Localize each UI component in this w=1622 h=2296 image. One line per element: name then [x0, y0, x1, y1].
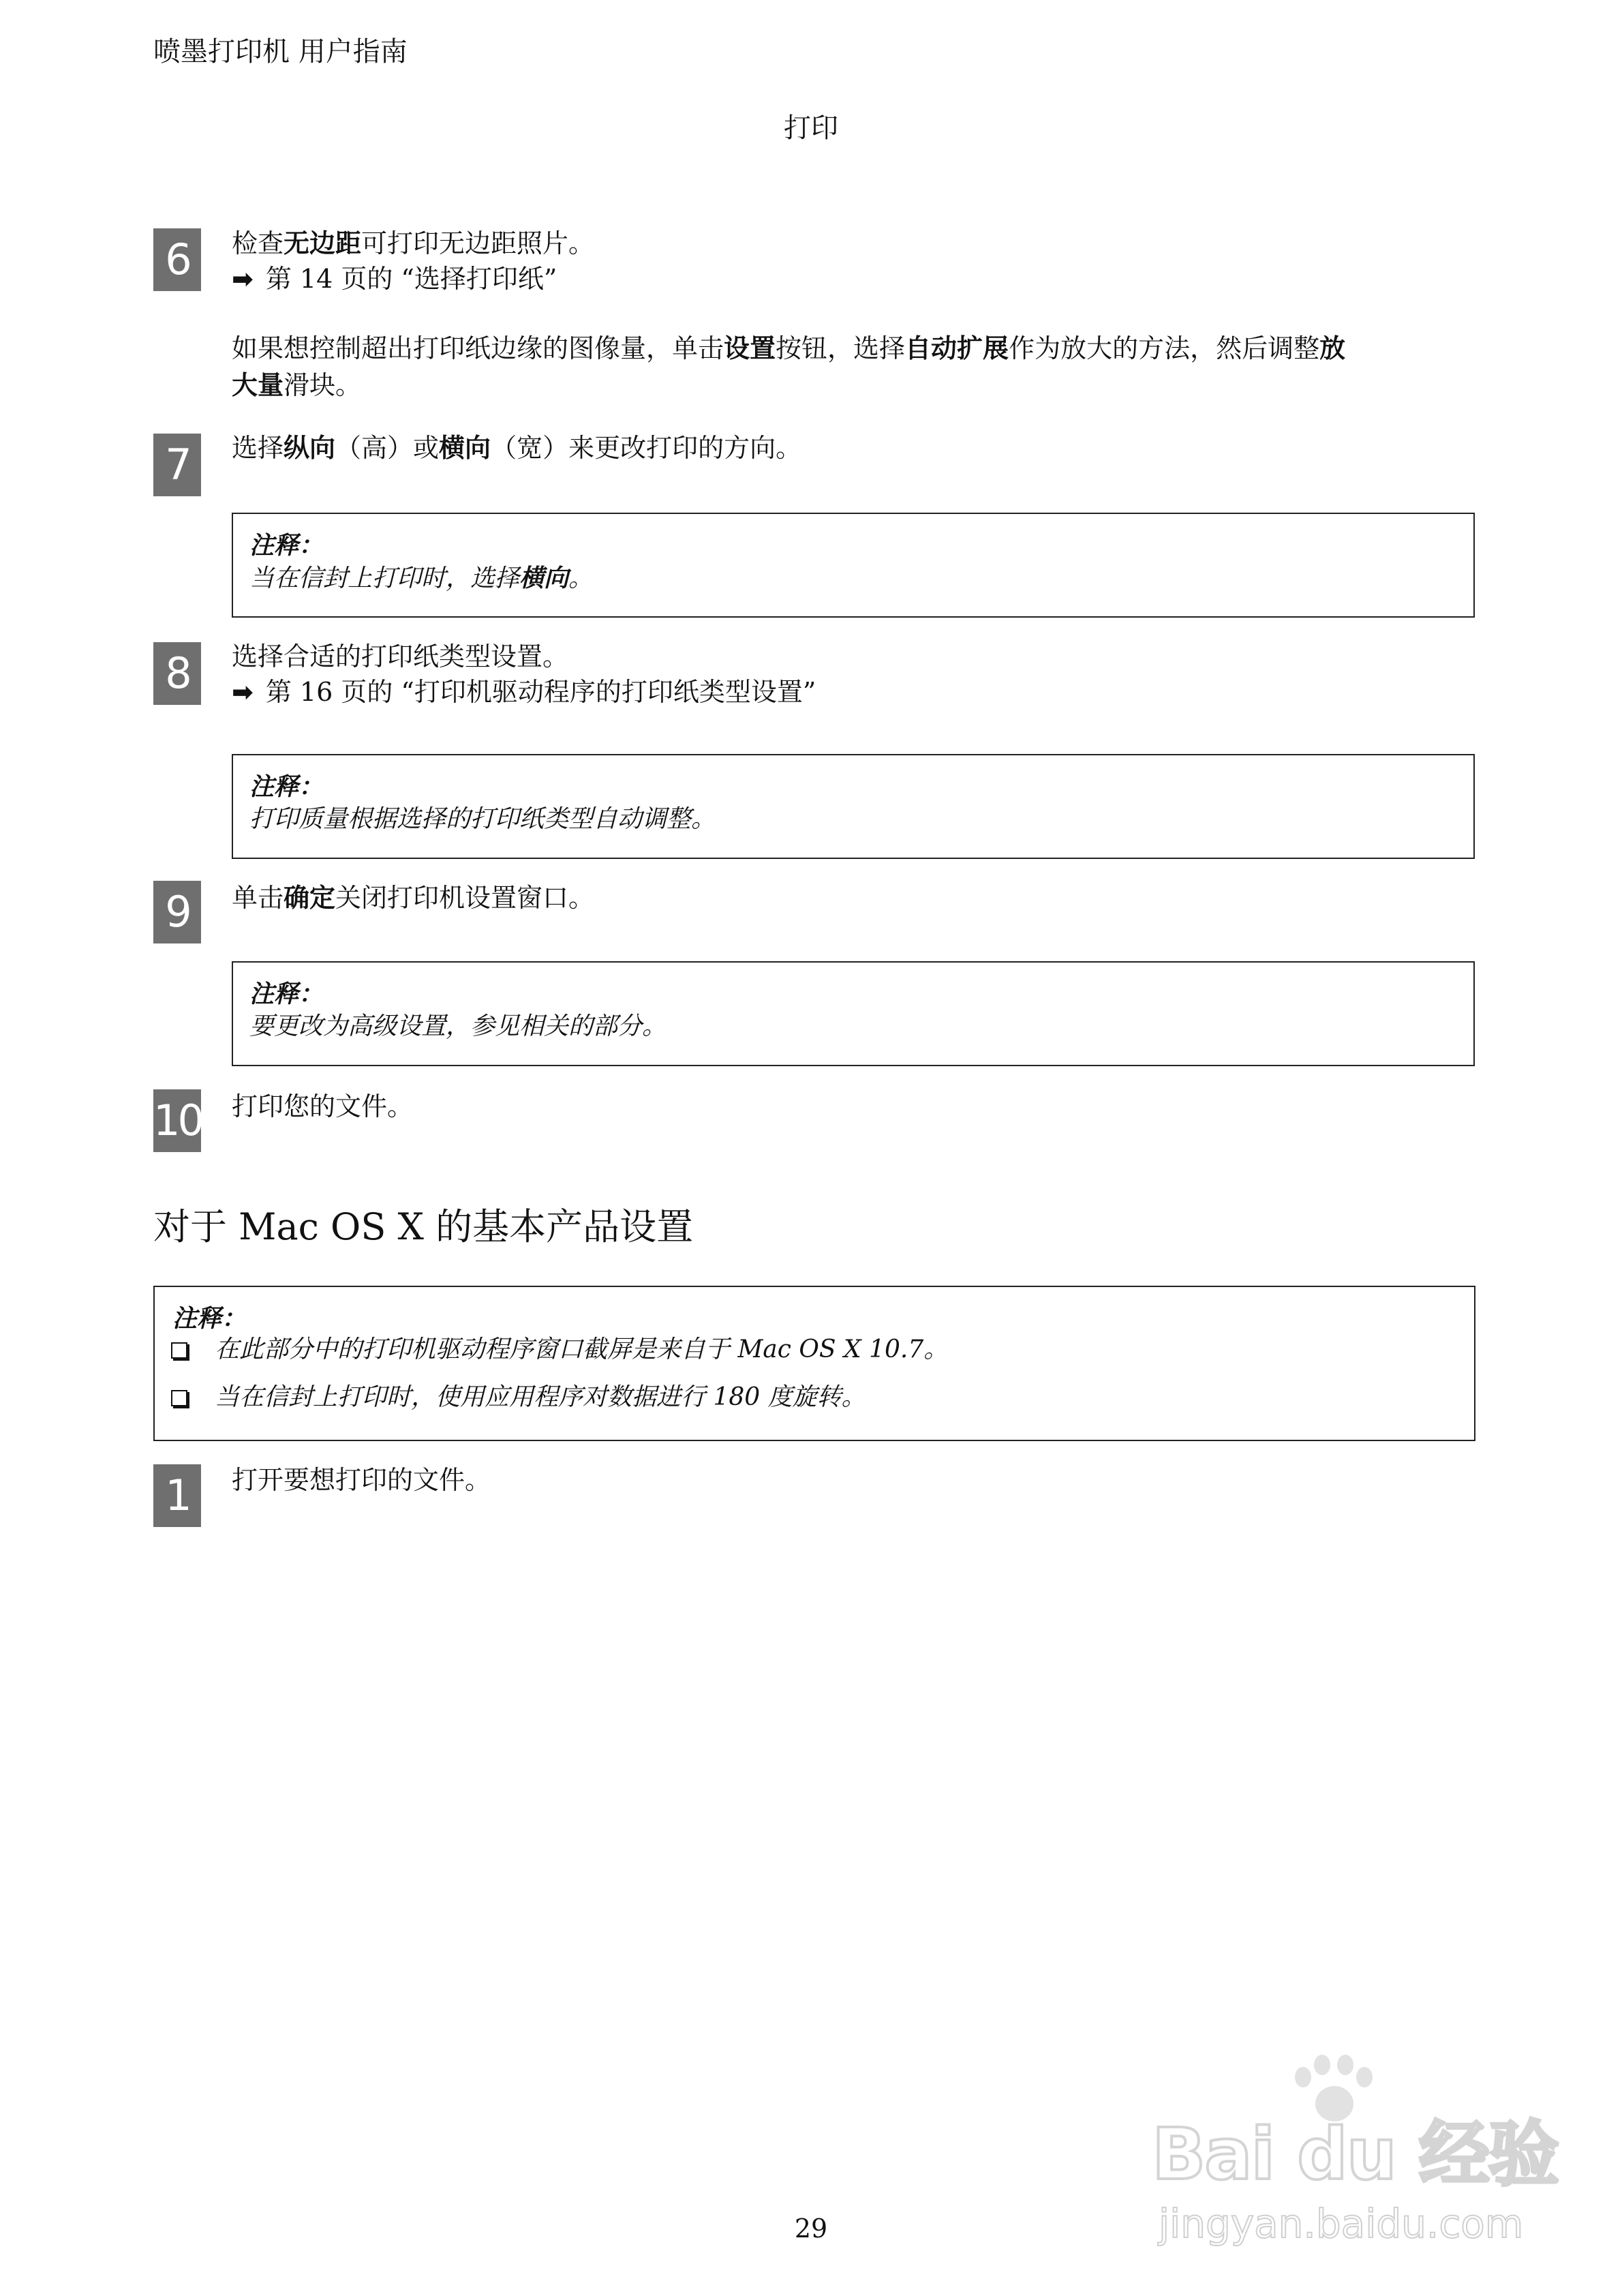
page-number: 29: [794, 2214, 828, 2244]
step-8-cross-reference[interactable]: ➡ 第 16 页的 “打印机驱动程序的打印纸类型设置”: [232, 674, 816, 710]
ui-term: 无边距: [284, 228, 362, 258]
step-7-text: 选择纵向（高）或横向（宽）来更改打印的方向。: [232, 433, 802, 463]
note-title: 注释：: [249, 531, 324, 560]
watermark-url: jingyan.baidu.com: [1159, 2201, 1524, 2247]
step-number-10: 10: [153, 1089, 201, 1152]
arrow-right-icon: ➡: [232, 677, 254, 707]
note-body: 打印质量根据选择的打印纸类型自动调整。: [249, 805, 716, 833]
step-number-8: 8: [153, 642, 201, 705]
step-number-6: 6: [153, 228, 201, 291]
step-number-1: 1: [153, 1464, 201, 1527]
note-box: [232, 961, 1475, 1066]
note-box-mac: [153, 1286, 1475, 1441]
note-bullet-item: 当在信封上打印时，使用应用程序对数据进行 180 度旋转。: [171, 1381, 866, 1414]
step-8-text: 选择合适的打印纸类型设置。: [232, 641, 569, 671]
step-6-text: 检查无边距可打印无边距照片。: [232, 228, 595, 258]
note-box: [232, 513, 1475, 618]
note-body: 当在信封上打印时，选择横向。: [249, 564, 594, 592]
step-10-text: 打印您的文件。: [232, 1091, 414, 1121]
checkbox-bullet-icon: [171, 1342, 187, 1359]
checkbox-bullet-icon: [171, 1390, 187, 1406]
arrow-right-icon: ➡: [232, 264, 254, 294]
note-title: 注释：: [172, 1304, 247, 1333]
note-body: 要更改为高级设置，参见相关的部分。: [249, 1012, 667, 1040]
note-bullet-item: 在此部分中的打印机驱动程序窗口截屏是来自于 Mac OS X 10.7。: [171, 1333, 948, 1366]
note-title: 注释：: [249, 772, 324, 801]
step-6-cross-reference[interactable]: ➡ 第 14 页的 “选择打印纸”: [232, 260, 557, 297]
section-header: 打印: [784, 112, 838, 144]
section-heading: 对于 Mac OS X 的基本产品设置: [153, 1205, 694, 1248]
step-number-7: 7: [153, 434, 201, 496]
step-9-text: 单击确定关闭打印机设置窗口。: [232, 883, 595, 913]
step-6-paragraph: 如果想控制超出打印纸边缘的图像量，单击设置按钮，选择自动扩展作为放大的方法，然后调整放 大量滑块。: [232, 333, 1346, 400]
step-number-9: 9: [153, 881, 201, 943]
note-title: 注释：: [249, 980, 324, 1008]
watermark-logo: Bai du 经验: [1152, 2113, 1558, 2196]
running-header: 喷墨打印机 用户指南: [153, 36, 408, 67]
mac-step-1-text: 打开要想打印的文件。: [232, 1465, 491, 1495]
note-box: [232, 754, 1475, 859]
